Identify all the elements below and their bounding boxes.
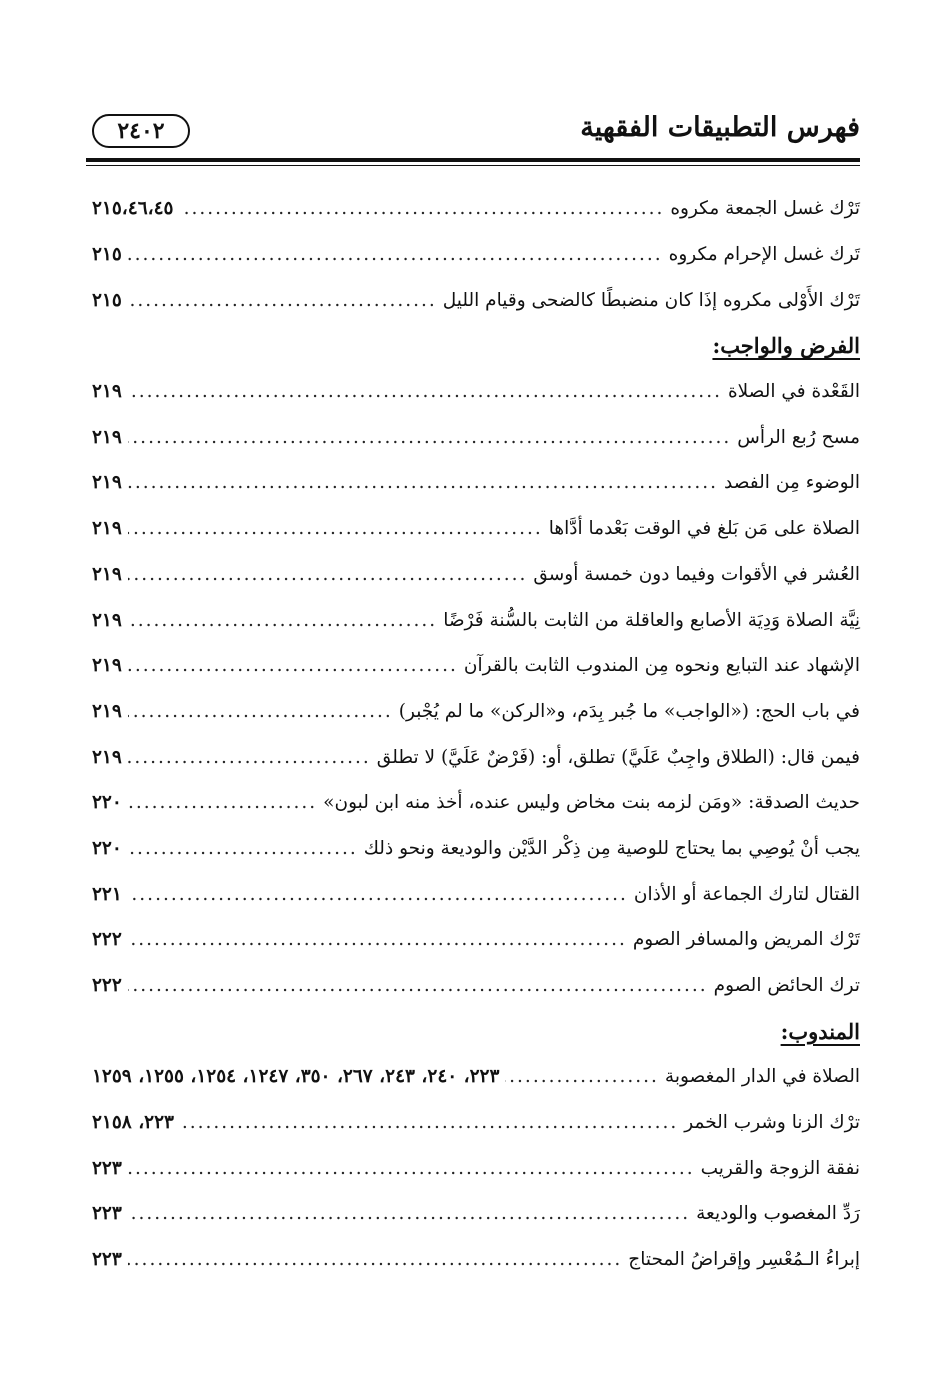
entry-text: فيمن قال: (الطلاق واجِبٌ عَلَيَّ) تطلق، أو: (فَرْضٌ عَلَيَّ) لا تطلق	[376, 746, 860, 768]
entry-line	[92, 838, 860, 859]
dot-leader	[128, 290, 437, 311]
entry-line	[92, 610, 860, 631]
entry-line	[92, 792, 860, 813]
index-list	[92, 186, 860, 1283]
entry-page-numbers: ٢٢٣	[92, 1157, 122, 1179]
entry-text: نِيَّة الصلاة وَدِيَة الأصابع والعاقلة من الثابت بالسُّنة فَرْضًا	[443, 609, 860, 631]
entry-line	[92, 1158, 860, 1179]
header-rule-thick	[86, 158, 860, 162]
entry-line	[92, 975, 860, 996]
index-entry	[92, 689, 860, 735]
entry-text: نفقة الزوجة والقريب	[700, 1157, 860, 1179]
entry-line	[92, 198, 860, 219]
index-entry	[92, 963, 860, 1009]
dot-leader	[128, 472, 718, 493]
index-entry	[92, 1191, 860, 1237]
index-entry	[92, 1054, 860, 1100]
entry-text: الإشهاد عند التبايع ونحوه مِن المندوب الثابت بالقرآن	[463, 655, 860, 677]
entry-text: ترْك الزنا وشرب الخمر	[684, 1112, 860, 1134]
entry-page-numbers: ٢١٩	[92, 655, 122, 677]
entry-page-numbers: ٢١٩	[92, 746, 122, 768]
entry-page-numbers: ٢٢٣	[92, 1203, 122, 1225]
dot-leader	[128, 929, 627, 950]
index-entry	[92, 917, 860, 963]
dot-leader	[128, 792, 317, 813]
entry-page-numbers: ٢٢٠	[92, 792, 122, 814]
section-heading: المندوب:	[780, 1018, 860, 1044]
page-header	[86, 104, 860, 156]
index-entry	[92, 369, 860, 415]
entry-text: القتال لتارك الجماعة أو الأذان	[633, 883, 860, 905]
index-entry	[92, 734, 860, 780]
entry-page-numbers: ٢١٩	[92, 700, 122, 722]
entry-page-numbers: ٢٢٠	[92, 837, 122, 859]
entry-line	[92, 701, 860, 722]
index-entry	[92, 460, 860, 506]
entry-page-numbers: ٢٢٣	[92, 1249, 122, 1271]
entry-text: تَرْك المريض والمسافر الصوم	[632, 929, 860, 951]
index-entry	[92, 1145, 860, 1191]
dot-leader	[128, 701, 393, 722]
entry-line	[92, 564, 860, 585]
entry-text: تَرْك الأَوْلى مكروه إذَا كان منضبطًا كالضحى وقيام الليل	[442, 289, 860, 311]
entry-page-numbers: ٢٢٢	[92, 975, 122, 997]
page-number-badge: ٢٤٠٢	[92, 114, 190, 148]
entry-line	[92, 381, 860, 402]
entry-text: القَعْدة في الصلاة	[727, 381, 860, 403]
entry-page-numbers: ٢١٥	[92, 244, 122, 266]
entry-page-numbers: ٢٢٣، ٢٤٠، ٢٤٣، ٢٦٧، ٣٥٠، ١٢٤٧، ١٢٥٤، ١٢٥٥، ١٢٥٩	[92, 1066, 500, 1088]
entry-text: رَدِّ المغصوب والوديعة	[696, 1203, 860, 1225]
dot-leader	[128, 381, 722, 402]
dot-leader	[128, 747, 371, 768]
dot-leader	[128, 564, 528, 585]
entry-text: مسح رُبع الرأس	[737, 426, 860, 448]
entry-page-numbers: ٢١٥	[92, 289, 122, 311]
entry-line	[92, 655, 860, 676]
entry-line	[92, 244, 860, 265]
index-entry	[92, 414, 860, 460]
index-entry	[92, 780, 860, 826]
entry-text: يجب أنْ يُوصِي بما يحتاج للوصية مِن ذِكْر الدَّيْن والوديعة ونحو ذلك	[363, 837, 860, 859]
entry-line	[92, 427, 860, 448]
index-entry	[92, 597, 860, 643]
index-entry	[92, 871, 860, 917]
entry-page-numbers: ٢١٩	[92, 563, 122, 585]
index-entry	[92, 232, 860, 278]
entry-line	[92, 747, 860, 768]
entry-page-numbers: ٢١٩	[92, 426, 122, 448]
entry-line	[92, 1249, 860, 1270]
entry-line	[92, 472, 860, 493]
entry-page-numbers: ٢٢١	[92, 883, 122, 905]
header-title: فهرس التطبيقات الفقهية	[580, 112, 860, 143]
dot-leader	[128, 1158, 695, 1179]
dot-leader	[128, 244, 663, 265]
entry-page-numbers: ٢١٩	[92, 518, 122, 540]
dot-leader	[180, 198, 665, 219]
entry-text: الصلاة على مَن بَلغ في الوقت بَعْدما أدَّاها	[548, 518, 860, 540]
dot-leader	[180, 1112, 678, 1133]
entry-page-numbers: ٢٢٢	[92, 929, 122, 951]
dot-leader	[505, 1066, 658, 1087]
header-rule-thin	[86, 165, 860, 166]
dot-leader	[128, 884, 628, 905]
index-entry	[92, 826, 860, 872]
entry-page-numbers: ٢١٩	[92, 381, 122, 403]
entry-text: إبراءُ الـمُعْسِر وإقراضُ المحتاج	[628, 1249, 860, 1271]
entry-text: تَرك غسل الإحرام مكروه	[668, 244, 860, 266]
index-entry	[92, 552, 860, 598]
index-entry	[92, 1100, 860, 1146]
index-entry	[92, 506, 860, 552]
entry-line	[92, 1066, 860, 1087]
entry-page-numbers: ٢١٩	[92, 609, 122, 631]
entry-text: العُشر في الأقوات وفيما دون خمسة أوسق	[533, 563, 860, 585]
entry-text: ترك الحائض الصوم	[713, 975, 860, 997]
index-entry	[92, 277, 860, 323]
index-entry	[92, 643, 860, 689]
dot-leader	[128, 975, 708, 996]
dot-leader	[128, 838, 358, 859]
entry-line	[92, 518, 860, 539]
entry-text: حديث الصدقة: «ومَن لزمه بنت مخاض وليس عنده، أخذ منه ابن لبون»	[323, 792, 860, 814]
dot-leader	[128, 427, 731, 448]
section-heading-row	[92, 323, 860, 369]
entry-page-numbers: ٢٢٣، ٢١٥٨	[92, 1112, 174, 1134]
entry-line	[92, 1203, 860, 1224]
entry-line	[92, 884, 860, 905]
entry-page-numbers: ٢١٩	[92, 472, 122, 494]
entry-line	[92, 290, 860, 311]
dot-leader	[128, 1249, 622, 1270]
entry-line	[92, 929, 860, 950]
section-heading-row	[92, 1008, 860, 1054]
dot-leader	[128, 1203, 690, 1224]
entry-text: في باب الحج: («الواجب» ما جُبر بِدَم، و«الركن» ما لم يُجْبر)	[398, 700, 860, 722]
entry-text: الوضوء مِن الفصد	[724, 472, 860, 494]
entry-page-numbers: ٢١٥،٤٦،٤٥	[92, 198, 174, 220]
dot-leader	[128, 655, 458, 676]
section-heading: الفرض والواجب:	[712, 333, 860, 359]
index-entry	[92, 1237, 860, 1283]
entry-line	[92, 1112, 860, 1133]
dot-leader	[128, 518, 543, 539]
dot-leader	[128, 610, 437, 631]
entry-text: الصلاة في الدار المغصوبة	[664, 1066, 860, 1088]
index-entry	[92, 186, 860, 232]
entry-text: تَرْك غسل الجمعة مكروه	[670, 198, 860, 220]
